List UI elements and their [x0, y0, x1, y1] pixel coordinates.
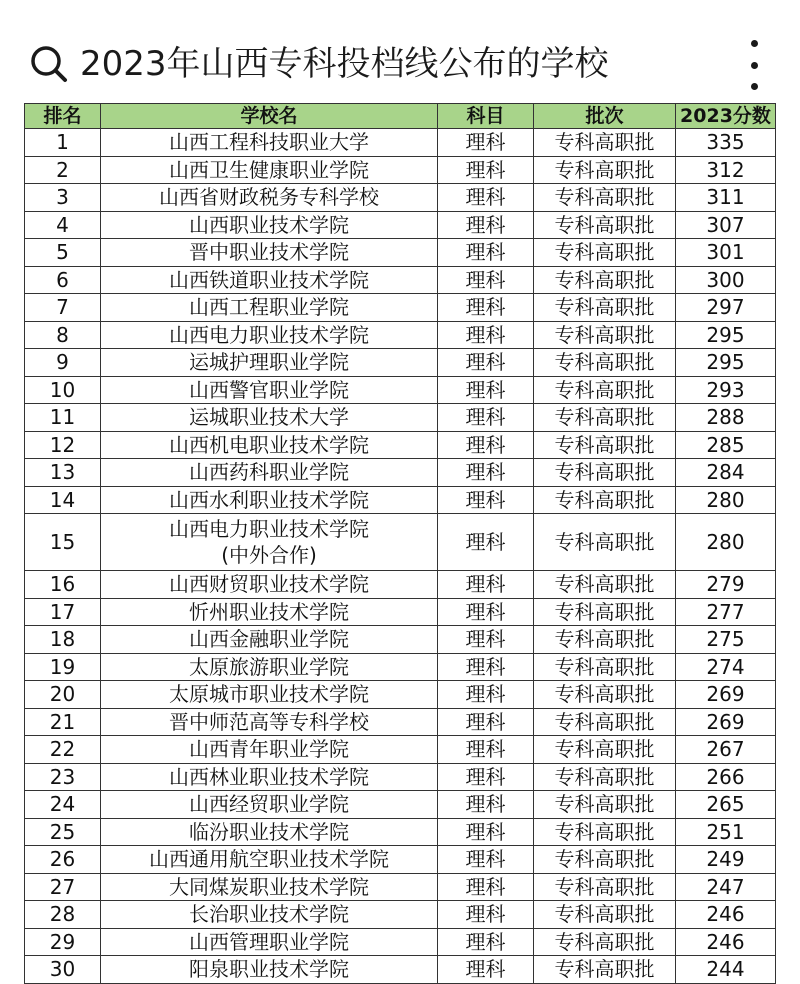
table-row [25, 928, 776, 956]
subject-cell: 理科 [438, 571, 534, 599]
school-cell: 山西机电职业技术学院 [101, 431, 438, 459]
score-cell: 274 [676, 653, 776, 681]
batch-cell: 专科高职批 [534, 239, 676, 267]
header-school: 学校名 [101, 104, 438, 129]
school-cell [101, 514, 438, 571]
school-cell: 山西药科职业学院 [101, 459, 438, 487]
score-cell: 293 [676, 376, 776, 404]
rank-cell: 20 [25, 681, 101, 709]
score-cell: 297 [676, 294, 776, 322]
subject-cell: 理科 [438, 376, 534, 404]
school-cell: 运城护理职业学院 [101, 349, 438, 377]
rank-cell: 19 [25, 653, 101, 681]
rank-cell: 17 [25, 598, 101, 626]
subject-cell: 理科 [438, 156, 534, 184]
rank-cell: 12 [25, 431, 101, 459]
table-row [25, 486, 776, 514]
subject-cell: 理科 [438, 294, 534, 322]
school-cell: 晋中职业技术学院 [101, 239, 438, 267]
subject-cell: 理科 [438, 928, 534, 956]
subject-cell: 理科 [438, 486, 534, 514]
subject-cell: 理科 [438, 681, 534, 709]
score-cell: 284 [676, 459, 776, 487]
school-cell: 山西水利职业技术学院 [101, 486, 438, 514]
score-cell: 246 [676, 928, 776, 956]
batch-cell: 专科高职批 [534, 598, 676, 626]
school-cell: 山西青年职业学院 [101, 736, 438, 764]
table-row [25, 818, 776, 846]
batch-cell: 专科高职批 [534, 431, 676, 459]
batch-cell: 专科高职批 [534, 681, 676, 709]
rank-cell: 15 [25, 514, 101, 571]
subject-cell: 理科 [438, 956, 534, 984]
school-cell: 山西工程科技职业大学 [101, 129, 438, 157]
score-cell: 280 [676, 514, 776, 571]
table-row [25, 791, 776, 819]
batch-cell: 专科高职批 [534, 486, 676, 514]
school-cell: 晋中师范高等专科学校 [101, 708, 438, 736]
school-cell: 山西管理职业学院 [101, 928, 438, 956]
rank-cell: 26 [25, 846, 101, 874]
rank-cell: 24 [25, 791, 101, 819]
table-row [25, 211, 776, 239]
subject-cell: 理科 [438, 321, 534, 349]
batch-cell: 专科高职批 [534, 211, 676, 239]
table-row [25, 626, 776, 654]
school-cell: 长治职业技术学院 [101, 901, 438, 929]
table-row [25, 321, 776, 349]
school-cell: 山西职业技术学院 [101, 211, 438, 239]
table-row [25, 763, 776, 791]
subject-cell: 理科 [438, 239, 534, 267]
subject-cell: 理科 [438, 431, 534, 459]
table-row [25, 459, 776, 487]
school-cell: 大同煤炭职业技术学院 [101, 873, 438, 901]
subject-cell: 理科 [438, 626, 534, 654]
table-header-row [25, 104, 776, 129]
header-score: 2023分数 [676, 104, 776, 129]
school-cell: 山西经贸职业学院 [101, 791, 438, 819]
rank-cell: 13 [25, 459, 101, 487]
subject-cell: 理科 [438, 818, 534, 846]
ranking-table [24, 103, 776, 984]
table-row [25, 266, 776, 294]
batch-cell: 专科高职批 [534, 514, 676, 571]
batch-cell: 专科高职批 [534, 129, 676, 157]
batch-cell: 专科高职批 [534, 818, 676, 846]
rank-cell: 18 [25, 626, 101, 654]
rank-cell: 9 [25, 349, 101, 377]
rank-cell: 22 [25, 736, 101, 764]
school-cell: 山西林业职业技术学院 [101, 763, 438, 791]
score-cell: 280 [676, 486, 776, 514]
school-cell: 临汾职业技术学院 [101, 818, 438, 846]
batch-cell: 专科高职批 [534, 184, 676, 212]
subject-cell: 理科 [438, 708, 534, 736]
batch-cell: 专科高职批 [534, 928, 676, 956]
rank-cell: 21 [25, 708, 101, 736]
score-cell: 277 [676, 598, 776, 626]
batch-cell: 专科高职批 [534, 901, 676, 929]
header-subject: 科目 [438, 104, 534, 129]
school-cell: 山西卫生健康职业学院 [101, 156, 438, 184]
batch-cell: 专科高职批 [534, 294, 676, 322]
rank-cell: 25 [25, 818, 101, 846]
school-name-line2: (中外合作) [221, 543, 317, 567]
rank-cell: 7 [25, 294, 101, 322]
table-row [25, 129, 776, 157]
table-row [25, 598, 776, 626]
subject-cell: 理科 [438, 514, 534, 571]
table-row [25, 514, 776, 571]
subject-cell: 理科 [438, 736, 534, 764]
subject-cell: 理科 [438, 211, 534, 239]
school-cell: 山西电力职业技术学院 [101, 321, 438, 349]
school-cell: 太原城市职业技术学院 [101, 681, 438, 709]
score-cell: 266 [676, 763, 776, 791]
header-batch: 批次 [534, 104, 676, 129]
batch-cell: 专科高职批 [534, 321, 676, 349]
table-row [25, 376, 776, 404]
subject-cell: 理科 [438, 598, 534, 626]
table-row [25, 184, 776, 212]
batch-cell: 专科高职批 [534, 266, 676, 294]
batch-cell: 专科高职批 [534, 763, 676, 791]
table-row [25, 404, 776, 432]
score-cell: 300 [676, 266, 776, 294]
table-row [25, 349, 776, 377]
score-cell: 295 [676, 321, 776, 349]
score-cell: 307 [676, 211, 776, 239]
table-row [25, 571, 776, 599]
school-cell: 忻州职业技术学院 [101, 598, 438, 626]
table-row [25, 156, 776, 184]
batch-cell: 专科高职批 [534, 708, 676, 736]
school-cell: 山西金融职业学院 [101, 626, 438, 654]
subject-cell: 理科 [438, 184, 534, 212]
school-cell: 太原旅游职业学院 [101, 653, 438, 681]
table-body [25, 129, 776, 984]
rank-cell: 8 [25, 321, 101, 349]
score-cell: 275 [676, 626, 776, 654]
score-cell: 267 [676, 736, 776, 764]
batch-cell: 专科高职批 [534, 571, 676, 599]
table-row [25, 873, 776, 901]
table-row [25, 708, 776, 736]
subject-cell: 理科 [438, 901, 534, 929]
subject-cell: 理科 [438, 846, 534, 874]
subject-cell: 理科 [438, 459, 534, 487]
subject-cell: 理科 [438, 873, 534, 901]
batch-cell: 专科高职批 [534, 404, 676, 432]
score-cell: 249 [676, 846, 776, 874]
score-cell: 312 [676, 156, 776, 184]
score-cell: 279 [676, 571, 776, 599]
more-vertical-icon[interactable] [742, 40, 766, 90]
score-cell: 311 [676, 184, 776, 212]
table-row [25, 239, 776, 267]
table-row [25, 846, 776, 874]
batch-cell: 专科高职批 [534, 349, 676, 377]
rank-cell: 30 [25, 956, 101, 984]
rank-cell: 27 [25, 873, 101, 901]
score-cell: 295 [676, 349, 776, 377]
score-cell: 251 [676, 818, 776, 846]
rank-cell: 14 [25, 486, 101, 514]
subject-cell: 理科 [438, 349, 534, 377]
score-cell: 288 [676, 404, 776, 432]
school-cell: 阳泉职业技术学院 [101, 956, 438, 984]
rank-cell: 10 [25, 376, 101, 404]
batch-cell: 专科高职批 [534, 736, 676, 764]
score-cell: 301 [676, 239, 776, 267]
ranking-table-container [24, 103, 775, 984]
table-row [25, 736, 776, 764]
score-cell: 335 [676, 129, 776, 157]
rank-cell: 1 [25, 129, 101, 157]
batch-cell: 专科高职批 [534, 653, 676, 681]
rank-cell: 6 [25, 266, 101, 294]
subject-cell: 理科 [438, 763, 534, 791]
school-cell: 山西通用航空职业技术学院 [101, 846, 438, 874]
rank-cell: 4 [25, 211, 101, 239]
score-cell: 265 [676, 791, 776, 819]
subject-cell: 理科 [438, 266, 534, 294]
batch-cell: 专科高职批 [534, 791, 676, 819]
search-query[interactable]: 2023年山西专科投档线公布的学校 [80, 44, 609, 84]
rank-cell: 29 [25, 928, 101, 956]
school-cell: 运城职业技术大学 [101, 404, 438, 432]
subject-cell: 理科 [438, 653, 534, 681]
table-row [25, 653, 776, 681]
batch-cell: 专科高职批 [534, 626, 676, 654]
score-cell: 285 [676, 431, 776, 459]
table-row [25, 901, 776, 929]
school-name-line1: 山西电力职业技术学院 [169, 517, 369, 541]
rank-cell: 23 [25, 763, 101, 791]
search-icon[interactable] [30, 45, 68, 83]
batch-cell: 专科高职批 [534, 956, 676, 984]
batch-cell: 专科高职批 [534, 459, 676, 487]
batch-cell: 专科高职批 [534, 873, 676, 901]
school-cell: 山西工程职业学院 [101, 294, 438, 322]
rank-cell: 3 [25, 184, 101, 212]
score-cell: 269 [676, 681, 776, 709]
rank-cell: 5 [25, 239, 101, 267]
subject-cell: 理科 [438, 791, 534, 819]
score-cell: 269 [676, 708, 776, 736]
score-cell: 246 [676, 901, 776, 929]
batch-cell: 专科高职批 [534, 156, 676, 184]
school-cell: 山西省财政税务专科学校 [101, 184, 438, 212]
header-rank: 排名 [25, 104, 101, 129]
table-row [25, 294, 776, 322]
table-row [25, 681, 776, 709]
rank-cell: 28 [25, 901, 101, 929]
rank-cell: 2 [25, 156, 101, 184]
table-row [25, 956, 776, 984]
rank-cell: 11 [25, 404, 101, 432]
search-bar[interactable] [0, 0, 800, 100]
subject-cell: 理科 [438, 129, 534, 157]
rank-cell: 16 [25, 571, 101, 599]
batch-cell: 专科高职批 [534, 376, 676, 404]
subject-cell: 理科 [438, 404, 534, 432]
school-cell: 山西铁道职业技术学院 [101, 266, 438, 294]
batch-cell: 专科高职批 [534, 846, 676, 874]
table-row [25, 431, 776, 459]
school-cell: 山西警官职业学院 [101, 376, 438, 404]
score-cell: 247 [676, 873, 776, 901]
score-cell: 244 [676, 956, 776, 984]
school-cell: 山西财贸职业技术学院 [101, 571, 438, 599]
